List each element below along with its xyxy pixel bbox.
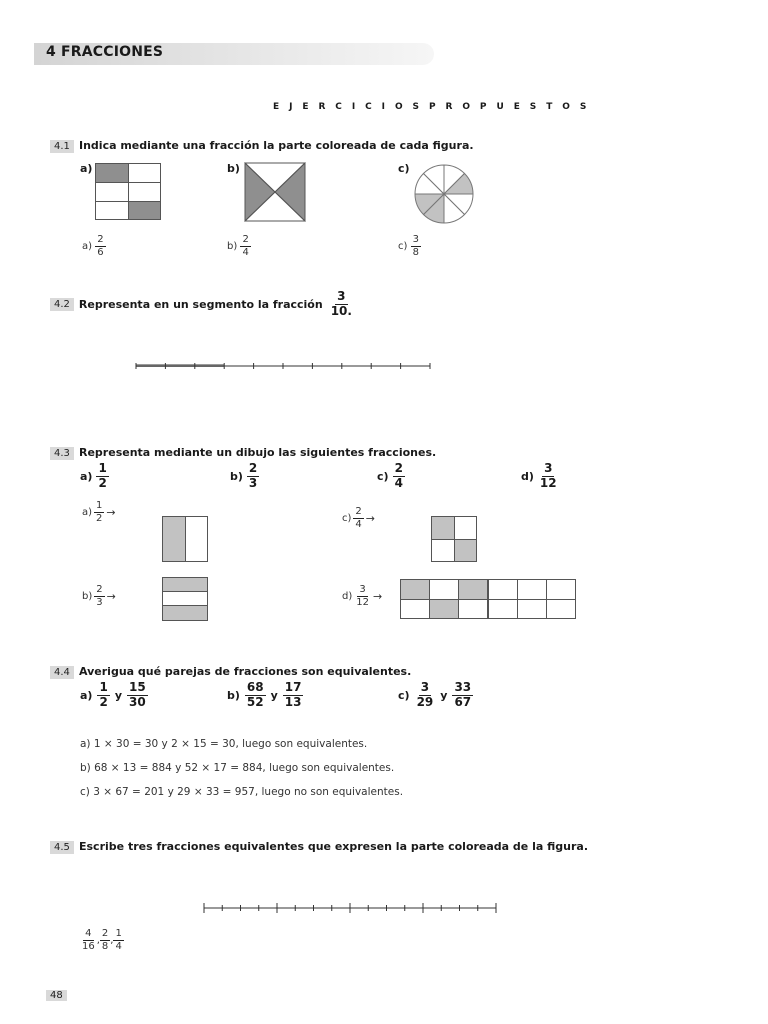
fraction: $\frac{1}{2}$ <box>96 500 103 524</box>
grid-cell <box>128 182 161 202</box>
exercise-4-3-header <box>50 441 436 460</box>
grid-figure-a <box>95 163 161 220</box>
pair-4-4-a: a) $\frac{1}{2}$ y $\frac{15}{30}$ <box>80 680 146 709</box>
drawing-cell <box>185 516 208 562</box>
drawing-cell <box>429 579 459 600</box>
arrow-icon: → <box>106 505 116 519</box>
fraction: $\frac{68}{52}$ <box>246 680 264 709</box>
arrow-icon: → <box>106 589 116 603</box>
fraction: $\frac{2}{4}$ <box>355 506 362 530</box>
fraction: $\frac{4}{16}$ <box>82 928 95 952</box>
arrow-icon: → <box>372 589 383 603</box>
fraction: $\frac{2}{3}$ <box>96 584 103 608</box>
drawing-cell <box>546 599 576 620</box>
fraction: $\frac{1}{2}$ <box>99 680 108 709</box>
answer-label: b) <box>227 241 238 252</box>
answer-4-1-c <box>398 234 421 258</box>
exercise-number: 4.5 <box>50 841 74 854</box>
item-4-3-b: b) $\frac{2}{3}$ <box>230 461 258 490</box>
pair-4-4-c: c) $\frac{3}{29}$ y $\frac{33}{67}$ <box>398 680 472 709</box>
fraction: $\frac{2}{8}$ <box>101 928 109 952</box>
answer-4-3-c: c) $\frac{2}{4}$ → <box>342 506 375 530</box>
grid-cell <box>95 201 129 220</box>
exercise-number: 4.4 <box>50 666 74 679</box>
answer-label: c) <box>398 241 408 252</box>
drawing-cell <box>162 577 208 592</box>
exercise-4-1-header <box>50 134 474 153</box>
answer-4-4-a: a) 1 × 30 = 30 y 2 × 15 = 30, luego son equivalentes. <box>80 738 368 750</box>
drawing-cell <box>517 599 547 620</box>
drawing-cell <box>162 516 186 562</box>
grid-cell <box>128 201 161 220</box>
answer-4-3-b: b) $\frac{2}{3}$ → <box>82 584 116 608</box>
exercise-number: 4.1 <box>50 140 74 153</box>
answer-4-4-b: b) 68 × 13 = 884 y 52 × 17 = 884, luego son equivalentes. <box>80 762 395 774</box>
exercise-statement: Representa en un segmento la fracción <box>78 297 323 311</box>
fraction: $\frac{15}{30}$ <box>128 680 146 709</box>
answer-4-4-c: c) 3 × 67 = 201 y 29 × 33 = 957, luego no son equivalentes. <box>80 786 404 798</box>
item-4-3-a: a) $\frac{1}{2}$ <box>80 461 107 490</box>
item-4-3-c: c) $\frac{2}{4}$ <box>377 461 403 490</box>
exercise-number: 4.2 <box>50 298 74 311</box>
exercise-statement: Indica mediante una fracción la parte coloreada de cada figura. <box>79 139 474 152</box>
drawing-cell <box>162 605 208 621</box>
circle-figure-c <box>413 163 475 225</box>
drawing-cell <box>400 599 430 620</box>
exercise-4-5-header <box>50 835 588 854</box>
figure-label: b) <box>227 162 240 175</box>
exercise-statement: Escribe tres fracciones equivalentes que expresen la parte coloreada de la figura. <box>79 840 589 853</box>
figure-label: a) <box>80 162 93 175</box>
answer-4-1-b <box>227 234 251 258</box>
fraction: $\frac{3}{12}$ <box>539 461 557 490</box>
answer-label: a) <box>82 241 93 252</box>
drawing-4-3-a <box>162 516 208 562</box>
separator: , <box>96 934 100 946</box>
fraction: $\frac{33}{67}$ <box>454 680 472 709</box>
drawing-cell <box>546 579 576 600</box>
fraction: $\frac{1}{2}$ <box>98 461 107 490</box>
answer-4-3-a: a) $\frac{1}{2}$ → <box>82 500 116 524</box>
fraction: $\frac{3}{12}$ <box>356 584 369 608</box>
answer-4-3-d: d) $\frac{3}{12}$ → <box>342 584 383 608</box>
pair-4-4-b: b) $\frac{68}{52}$ y $\frac{17}{13}$ <box>227 680 302 709</box>
drawing-4-3-c <box>431 516 477 562</box>
drawing-cell <box>488 579 518 600</box>
figure-label: c) <box>398 162 410 175</box>
grid-cell <box>95 163 129 183</box>
fraction: $\frac{3}{29}$ <box>416 680 434 709</box>
drawing-cell <box>458 599 488 620</box>
drawing-cell <box>517 579 547 600</box>
drawing-cell <box>454 539 477 562</box>
fraction: $\frac{2}{6}$ <box>97 234 104 258</box>
exercise-number: 4.3 <box>50 447 74 460</box>
number-segment <box>134 358 434 372</box>
drawing-cell <box>162 591 208 606</box>
fraction: $\frac{3}{8}$ <box>412 234 419 258</box>
fraction: $\frac{2}{3}$ <box>248 461 258 490</box>
section-subtitle: E J E R C I C I O S P R O P U E S T O S <box>273 102 590 112</box>
chapter-title: 4 FRACCIONES <box>46 44 164 60</box>
fraction: $\frac{1}{4}$ <box>115 928 122 952</box>
square-figure-b <box>244 162 306 222</box>
answer-4-1-a <box>82 234 106 258</box>
grid-cell <box>128 163 161 183</box>
drawing-cell <box>488 599 518 620</box>
answer-4-5 <box>80 928 124 952</box>
drawing-4-3-d <box>400 579 575 618</box>
exercise-statement: Averigua qué parejas de fracciones son equivalentes. <box>79 665 412 678</box>
fraction: $\frac{2}{4}$ <box>394 461 403 490</box>
drawing-cell <box>454 516 477 540</box>
drawing-cell <box>429 599 459 620</box>
fraction: $\frac{17}{13}$ <box>284 680 302 709</box>
grid-cell <box>95 182 129 202</box>
arrow-icon: → <box>365 511 375 525</box>
drawing-cell <box>458 579 488 600</box>
exercise-4-2-header <box>50 290 354 319</box>
drawing-cell <box>431 516 455 540</box>
fraction: $\frac{3}{10.}$ <box>330 289 352 318</box>
drawing-cell <box>431 539 455 562</box>
drawing-cell <box>400 579 430 600</box>
item-4-3-d: d) $\frac{3}{12}$ <box>521 461 557 490</box>
number-segment <box>202 900 500 916</box>
exercise-4-4-header <box>50 660 411 679</box>
exercise-statement: Representa mediante un dibujo las siguientes fracciones. <box>79 446 437 459</box>
separator: , <box>110 934 114 946</box>
page-number: 48 <box>46 990 67 1001</box>
fraction: $\frac{2}{4}$ <box>242 234 249 258</box>
drawing-4-3-b <box>162 577 208 621</box>
